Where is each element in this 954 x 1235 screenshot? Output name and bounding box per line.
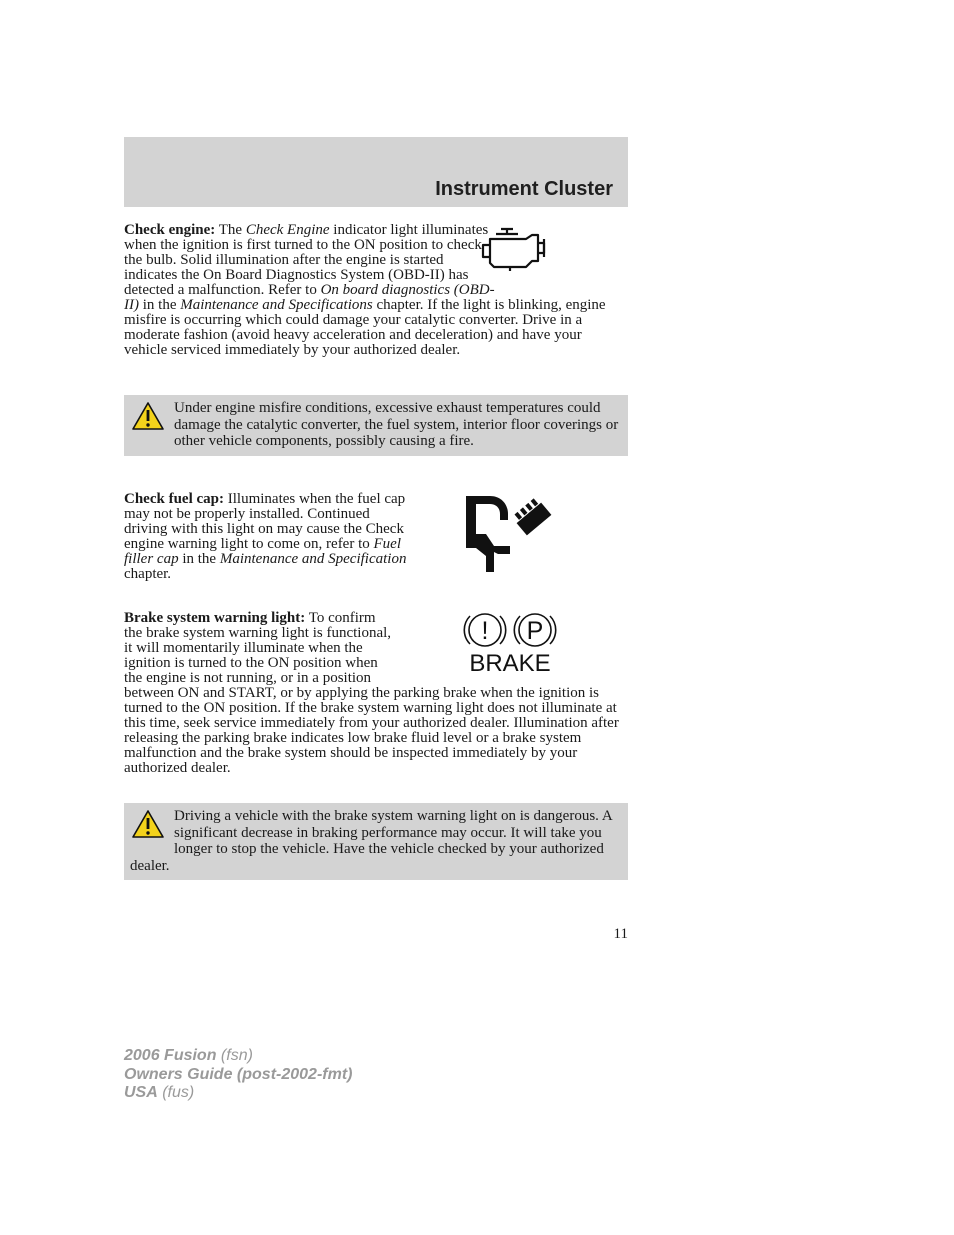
text: chapter. (124, 566, 172, 582)
warning-triangle-icon (130, 400, 166, 434)
fuel-cap-paragraph (124, 492, 414, 582)
text: To confirm the brake system warning light is functional, it will momentarily illuminate when the ignition is turned to the ON position when the engine is not running, or in a position between ON and START, or by applying the parking brake when the ignition is turned to the ON position. If the brake system warning light does not illuminate at this time, seek service immediately from your authorized dealer. Illumination after releasing the parking brake indicates low brake fluid level or a brake system malfunction and the brake system should be inspected immediately by your authorized dealer. (124, 610, 619, 776)
text: in the (178, 551, 220, 567)
text-italic: Maintenance and Specification (219, 551, 407, 567)
footer-line-model (124, 1047, 352, 1066)
brake-icon-label: BRAKE (469, 650, 551, 676)
check-engine-paragraph (124, 223, 628, 358)
text: Illuminates when the fuel cap may not be properly installed. Continued driving with this light on may cause the Check engine warning light to come on, refer to (124, 491, 406, 552)
fuel-cap-icon (464, 494, 558, 574)
text-italic: Fuel filler cap (124, 536, 402, 567)
text: (fus) (157, 1084, 195, 1101)
warning-box-brake (124, 803, 628, 880)
footer-line-guide: Owners Guide (post-2002-fmt) (124, 1065, 353, 1083)
text-italic: Maintenance and Specifications (180, 297, 373, 313)
document-footer (124, 1047, 352, 1103)
text-italic: On board diagnostics (OBD-II) (124, 282, 495, 313)
warning-box-misfire (124, 395, 628, 456)
text: indicator light illuminates when the ignition is first turned to the ON position to check the bulb. Solid illumination after the engine is started indicates the On Board Diagnostics System (OBD-II) has detected a malfunction. Refer to (124, 222, 489, 298)
warning-text-misfire: Under engine misfire conditions, excessive exhaust temperatures could damage the catalytic converter, the fuel system, interior floor coverings or other vehicle components, possibly causing a fire. (174, 400, 619, 449)
fuel-cap-label: Check fuel cap: (124, 491, 224, 507)
text: (fsn) (216, 1047, 253, 1064)
text: 2006 Fusion (124, 1047, 217, 1064)
footer-line-market (124, 1084, 352, 1103)
text: USA (124, 1084, 158, 1101)
section-title: Instrument Cluster (435, 178, 613, 200)
check-engine-label: Check engine: (124, 222, 216, 238)
brake-label: Brake system warning light: (124, 610, 306, 626)
text: chapter. If the light is blinking, engine misfire is occurring which could damage your catalytic converter. Drive in a moderate fashion (avoid heavy acceleration and deceleration) and have your vehicle serviced immediately by your authorized dealer. (124, 297, 606, 358)
page-number: 11 (613, 926, 628, 942)
warning-triangle-icon (130, 808, 166, 842)
text-italic: Check Engine (245, 222, 330, 238)
section-header-band (124, 137, 628, 207)
brake-icon-p: P (526, 617, 544, 645)
warning-text-brake: Driving a vehicle with the brake system warning light on is dangerous. A significant decrease in braking performance may occur. It will take you longer to stop the vehicle. Have the vehicle checked by your authorized dealer. (130, 808, 612, 874)
text: in the (139, 297, 181, 313)
brake-paragraph (124, 611, 630, 776)
text: The (215, 222, 246, 238)
brake-icon-exclamation: ! (481, 617, 489, 645)
